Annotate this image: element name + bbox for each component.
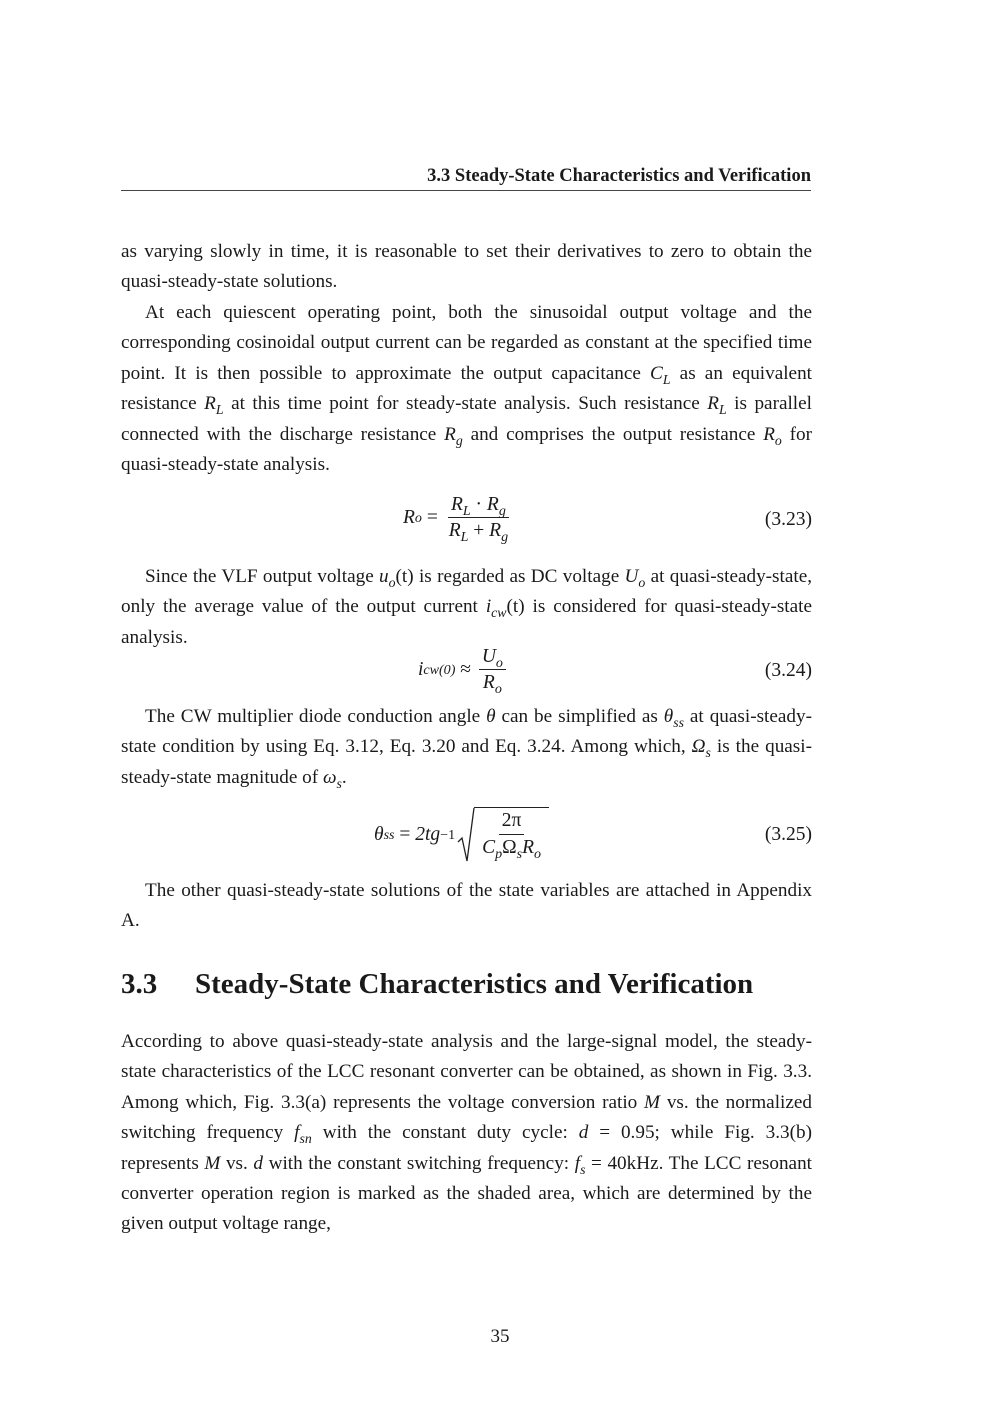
section-heading [121,968,753,1001]
paragraph-quiescent-point: At each quiescent operating point, both the sinusoidal output voltage and the corresponding cosinoidal output current can be regarded as constant at the specified time point. It is then possible to approximate the output capacitance $C_L$ as an equivalent resistance $R_L$ at this time point for steady-state analysis. Such resistance $R_L$ is parallel connected with the discharge resistance $R_g$ and comprises the output resistance $R_o$ for quasi-steady-state analysis. [121,302,812,476]
section-number: 3.3 [121,968,158,1000]
page-number: 35 [490,1326,510,1347]
paragraph-conduction-angle: The CW multiplier diode conduction angle θ can be simplified as $\theta_{ss}$ at quasi-steady-state condition by using Eq. 3.12, Eq. 3.20 and Eq. 3.24. Among which, $\Omega_s$ is the quasi-steady-state magnitude of $\omega_s$. [121,706,813,791]
equation-number: (3.23) [764,509,812,530]
equation-number: (3.24) [764,660,812,681]
fraction: $\frac{U_o}{R_o}$ [479,646,506,694]
equation-3-23: R o = $\frac{R_L \cdot R_g}{R_L + R_g}$ (3.23) [403,494,812,546]
paragraph-continuation: as varying slowly in time, it is reasonable to set their derivatives to zero to obtain the quasi-steady-state solutions. [121,241,812,293]
paragraph-appendix: The other quasi-steady-state solutions of the state variables are attached in Appendix A. [121,880,812,932]
running-head: 3.3 Steady-State Characteristics and Verification [121,166,811,191]
paragraph-vlf-output: Since the VLF output voltage $u_o(t)$ is regarded as DC voltage $U_o$ at quasi-steady-state, only the average value of the output current $i_{cw}(t)$ is considered for quasi-steady-state analysis. [121,566,813,648]
paragraph-steady-state: According to above quasi-steady-state analysis and the large-signal model, the steady-state characteristics of the LCC resonant converter can be obtained, as shown in Fig. 3.3. Among which, Fig. 3.3(a) represents the voltage conversion ratio M vs. the normalized switching frequency $f_{sn}$ with the constant duty cycle: d = 0.95; while Fig. 3.3(b) represents M vs. d with the constant switching frequency: $f_s = 40kHz$. The LCC resonant converter operation region is marked as the shaded area, which are determined by the given output voltage range, [121,1031,813,1235]
equation-3-25: θ ss = 2tg −1 $\frac{2\pi}{C_p\Omega_sR_o}$ (3.25) [121,806,812,866]
square-root [457,806,549,864]
section-title: Steady-State Characteristics and Verification [195,968,754,1000]
equation-3-24: i cw(0) ≈ $\frac{U_o}{R_o}$ (3.24) [418,646,812,698]
fraction: $\frac{2\pi}{C_p\Omega_sR_o}$ [482,810,542,862]
radical-sign-icon [457,806,475,864]
fraction: $\frac{R_L \cdot R_g}{R_L + R_g}$ [448,494,509,546]
equation-number: (3.25) [764,824,812,845]
